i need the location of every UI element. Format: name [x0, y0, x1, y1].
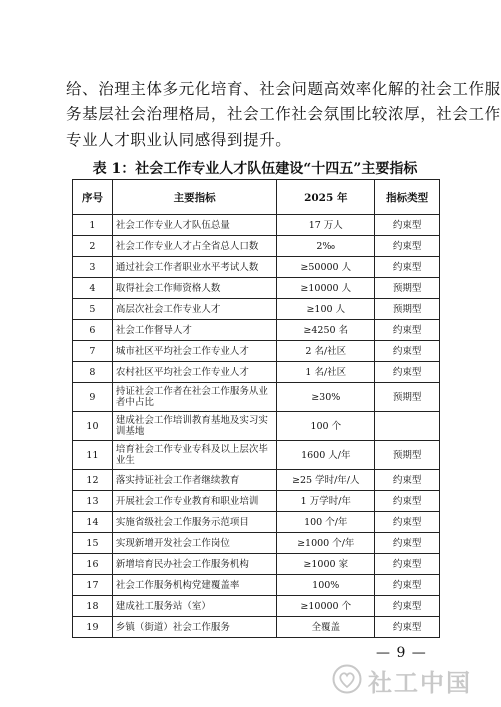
- row-indicator: 农村社区平均社会工作专业人才: [112, 362, 276, 383]
- row-number: 7: [73, 341, 113, 362]
- row-type: 约束型: [375, 596, 440, 617]
- row-type: 约束型: [375, 512, 440, 533]
- row-type: 预期型: [375, 441, 440, 470]
- row-indicator: 持证社会工作者在社会工作服务从业者中占比: [112, 383, 276, 412]
- row-target: 100 个: [277, 412, 375, 441]
- watermark-text: 社工中国: [368, 669, 472, 697]
- row-number: 6: [73, 320, 113, 341]
- row-number: 13: [73, 491, 113, 512]
- row-indicator: 建成社工服务站（室）: [112, 596, 276, 617]
- row-target: 2‰: [277, 236, 375, 257]
- heart-hands-logo-icon: [332, 664, 362, 698]
- table-row: [73, 299, 440, 320]
- row-target: 1 名/社区: [277, 362, 375, 383]
- table-row: [73, 383, 440, 412]
- table-row: [73, 412, 440, 441]
- row-indicator: 社会工作服务机构党建覆盖率: [112, 575, 276, 596]
- row-indicator: 乡镇（街道）社会工作服务: [112, 617, 276, 638]
- header-no: 序号: [73, 180, 113, 215]
- row-target: ≥10000 人: [277, 278, 375, 299]
- row-type: 预期型: [375, 278, 440, 299]
- row-target: 1600 人/年: [277, 441, 375, 470]
- table-row: [73, 596, 440, 617]
- header-target: 2025 年: [277, 180, 375, 215]
- table-row: [73, 617, 440, 638]
- page-number: — 9 —: [376, 645, 427, 661]
- row-number: 9: [73, 383, 113, 412]
- row-type: 约束型: [375, 236, 440, 257]
- row-number: 4: [73, 278, 113, 299]
- row-type: 约束型: [375, 470, 440, 491]
- row-target: 17 万人: [277, 215, 375, 236]
- table-row: [73, 215, 440, 236]
- row-type: 预期型: [375, 383, 440, 412]
- header-indicator: 主要指标: [112, 180, 276, 215]
- row-number: 1: [73, 215, 113, 236]
- row-indicator: 新增培育民办社会工作服务机构: [112, 554, 276, 575]
- table-caption: 表 1：社会工作专业人才队伍建设“十四五”主要指标: [92, 161, 418, 177]
- table-row: [73, 470, 440, 491]
- row-target: ≥4250 名: [277, 320, 375, 341]
- table-row: [73, 554, 440, 575]
- row-indicator: 高层次社会工作专业人才: [112, 299, 276, 320]
- row-type: 约束型: [375, 362, 440, 383]
- row-indicator: 社会工作专业人才队伍总量: [112, 215, 276, 236]
- row-target: 1 万学时/年: [277, 491, 375, 512]
- row-indicator: 社会工作督导人才: [112, 320, 276, 341]
- watermark: [332, 663, 472, 698]
- row-target: ≥25 学时/年/人: [277, 470, 375, 491]
- table-row: [73, 257, 440, 278]
- row-indicator: 落实持证社会工作者继续教育: [112, 470, 276, 491]
- row-type: 约束型: [375, 575, 440, 596]
- table-row: [73, 533, 440, 554]
- table-body: [73, 215, 440, 638]
- row-number: 17: [73, 575, 113, 596]
- row-number: 10: [73, 412, 113, 441]
- row-target: ≥30%: [277, 383, 375, 412]
- row-target: 2 名/社区: [277, 341, 375, 362]
- row-type: 约束型: [375, 257, 440, 278]
- row-type: 约束型: [375, 617, 440, 638]
- row-type: 约束型: [375, 215, 440, 236]
- row-number: 16: [73, 554, 113, 575]
- row-number: 14: [73, 512, 113, 533]
- row-target: 全覆盖: [277, 617, 375, 638]
- row-target: ≥1000 个/年: [277, 533, 375, 554]
- row-type: 约束型: [375, 554, 440, 575]
- row-type: [375, 412, 440, 441]
- row-target: 100%: [277, 575, 375, 596]
- row-number: 11: [73, 441, 113, 470]
- row-target: ≥10000 个: [277, 596, 375, 617]
- table-row: [73, 362, 440, 383]
- table-row: [73, 441, 440, 470]
- table-row: [73, 491, 440, 512]
- table-row: [73, 575, 440, 596]
- table-header-row: [73, 180, 440, 215]
- row-number: 5: [73, 299, 113, 320]
- row-indicator: 实施省级社会工作服务示范项目: [112, 512, 276, 533]
- row-type: 约束型: [375, 491, 440, 512]
- header-type: 指标类型: [375, 180, 440, 215]
- table-row: [73, 512, 440, 533]
- table-row: [73, 278, 440, 299]
- row-number: 3: [73, 257, 113, 278]
- row-indicator: 实现新增开发社会工作岗位: [112, 533, 276, 554]
- row-number: 18: [73, 596, 113, 617]
- row-indicator: 社会工作专业人才占全省总人口数: [112, 236, 276, 257]
- row-number: 2: [73, 236, 113, 257]
- indicators-table: [72, 179, 440, 638]
- row-indicator: 通过社会工作者职业水平考试人数: [112, 257, 276, 278]
- row-type: 约束型: [375, 320, 440, 341]
- paragraph-line-2: 务基层社会治理格局，社会工作社会氛围比较浓厚，社会工作: [66, 105, 501, 123]
- row-number: 8: [73, 362, 113, 383]
- row-target: ≥50000 人: [277, 257, 375, 278]
- row-indicator: 城市社区平均社会工作专业人才: [112, 341, 276, 362]
- row-type: 约束型: [375, 533, 440, 554]
- row-indicator: 开展社会工作专业教育和职业培训: [112, 491, 276, 512]
- table-row: [73, 320, 440, 341]
- table-row: [73, 341, 440, 362]
- paragraph-line-1: 给、治理主体多元化培育、社会问题高效率化解的社会工作服: [66, 80, 501, 98]
- row-indicator: 建成社会工作培训教育基地及实习实训基地: [112, 412, 276, 441]
- row-number: 12: [73, 470, 113, 491]
- row-target: ≥100 人: [277, 299, 375, 320]
- row-indicator: 取得社会工作师资格人数: [112, 278, 276, 299]
- paragraph-line-3: 专业人才职业认同感得到提升。: [66, 131, 292, 149]
- row-target: ≥1000 家: [277, 554, 375, 575]
- row-type: 预期型: [375, 299, 440, 320]
- row-target: 100 个/年: [277, 512, 375, 533]
- row-number: 19: [73, 617, 113, 638]
- row-number: 15: [73, 533, 113, 554]
- table-row: [73, 236, 440, 257]
- row-indicator: 培育社会工作专业专科及以上层次毕业生: [112, 441, 276, 470]
- row-type: 约束型: [375, 341, 440, 362]
